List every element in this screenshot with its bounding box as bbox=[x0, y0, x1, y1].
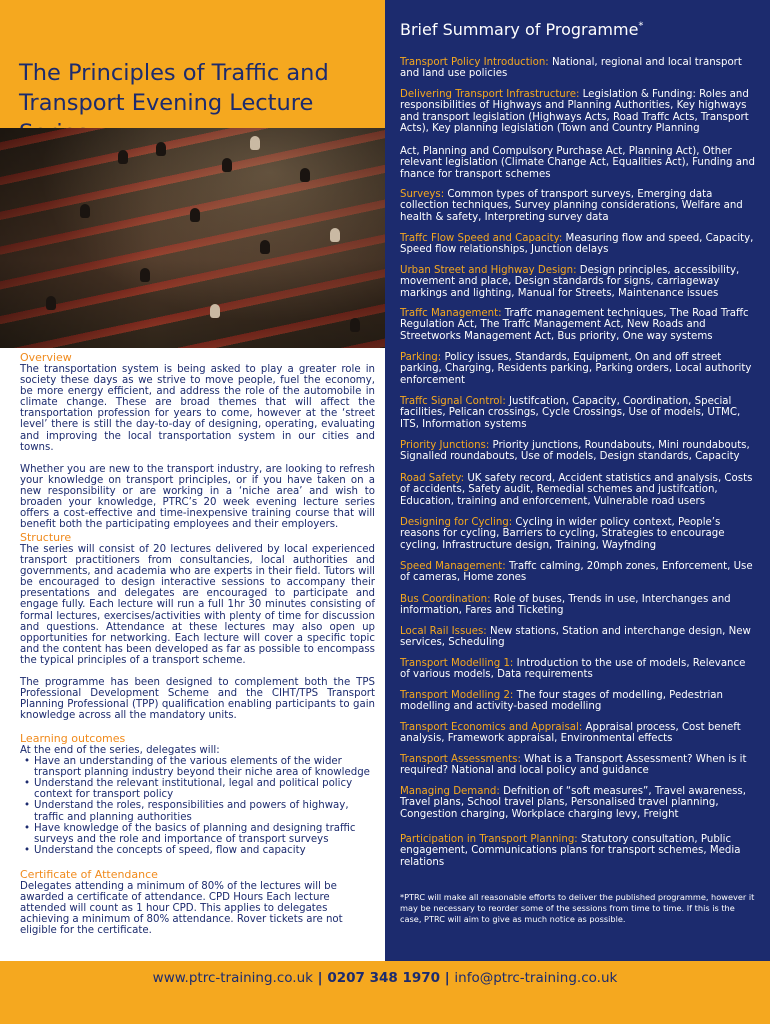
programme-item-text: Act, Planning and Compulsory Purchase Act, Planning Act), Other relevant legislation (Climate Change Act, Equalities Act), Funding and fnance for transport schemes bbox=[400, 146, 755, 180]
programme-item-heading: Delivering Transport Infrastructure: bbox=[400, 89, 580, 100]
summary-title bbox=[400, 20, 643, 39]
programme-item-heading: Priority Junctions: bbox=[400, 440, 490, 451]
programme-item-heading: Road Safety: bbox=[400, 473, 465, 484]
overview-section bbox=[20, 351, 375, 530]
page-title: The Principles of Traffic and Transport Evening Lecture bbox=[19, 60, 329, 116]
programme-item-text: Statutory consultation, Public engagement, Communications plans for transport schemes, Media relations bbox=[400, 834, 741, 868]
programme-item-heading: Transport Economics and Appraisal: bbox=[400, 722, 583, 733]
programme-item-heading: Transport Policy Introduction: bbox=[400, 57, 549, 68]
programme-item bbox=[400, 658, 758, 681]
email-link[interactable]: info@ptrc-training.co.uk bbox=[454, 970, 618, 986]
separator: | bbox=[440, 970, 455, 986]
programme-item bbox=[400, 626, 758, 649]
audience-member bbox=[156, 142, 166, 156]
programme-item-text: Defnition of “soft measures”, Travel awareness, Travel plans, School travel plans, Personalised travel planning, Congestion charging, Workplace charging levy, Freight bbox=[400, 786, 746, 820]
learning-outcomes-list bbox=[20, 756, 375, 856]
programme-item-heading: Transport Modelling 1: bbox=[400, 658, 514, 669]
programme-item-heading: Traffc Flow Speed and Capacity: bbox=[400, 233, 563, 244]
summary-title-text: Brief Summary of Programme bbox=[400, 20, 639, 39]
website-link[interactable]: www.ptrc-training.co.uk bbox=[152, 970, 313, 986]
programme-item-text: Policy issues, Standards, Equipment, On and off street parking, Charging, Residents parking, Parking orders, Local authority enforcement bbox=[400, 352, 752, 386]
programme-item bbox=[400, 517, 758, 551]
audience-member bbox=[250, 136, 260, 150]
audience-member bbox=[210, 304, 220, 318]
audience-member bbox=[300, 168, 310, 182]
certificate-section bbox=[20, 868, 375, 936]
overview-heading: Overview bbox=[20, 351, 72, 364]
programme-item-text: Design principles, accessibility, movement and place, Design standards for signs, carriageway markings and lighting, Manual for Streets, Maintenance issues bbox=[400, 265, 740, 299]
list-item: • Have knowledge of the basics of planning and designing traffic surveys and the role and importance of transport surveys bbox=[20, 823, 375, 845]
list-item: • Have an understanding of the various elements of the wider transport planning industry beyond their niche area of knowledge bbox=[20, 756, 375, 778]
title-banner bbox=[0, 0, 385, 128]
programme-item-text: Common types of transport surveys, Emerging data collection techniques, Survey planning considerations, Welfare and health & safety, Interpreting survey data bbox=[400, 189, 743, 223]
overview-paragraph-1: The transportation system is being asked to play a greater role in society these days as we strive to move people, fuel the economy, be more energy efficient, and address the role of the automobile in climate change. These are broad themes that will affect the transportation profession for years to come, however at the ‘street level’ there is still the day-to-day of designing, operating, evaluating and improving the local transportation system in our cities and towns. bbox=[20, 364, 375, 453]
programme-item-text: What is a Transport Assessment? When is it required? National and local policy and guidance bbox=[400, 754, 747, 777]
programme-item-text: The four stages of modelling, Pedestrian modelling and activity-based modelling bbox=[400, 690, 723, 713]
structure-heading: Structure bbox=[20, 531, 72, 544]
left-column bbox=[0, 0, 385, 961]
programme-item-text: UK safety record, Accident statistics and analysis, Costs of accidents, Safety audit, Remedial schemes and justifcation, Education, training and enforcement, Vulnerable road users bbox=[400, 473, 753, 507]
programme-item-heading: Traffc Management: bbox=[400, 308, 502, 319]
programme-item bbox=[400, 308, 758, 342]
programme-item bbox=[400, 89, 758, 134]
programme-item-heading: Urban Street and Highway Design: bbox=[400, 265, 577, 276]
programme-item-text: Justifcation, Capacity, Coordination, Special facilities, Pelican crossings, Cycle Crossings, Use of models, UTMC, ITS, Information systems bbox=[400, 396, 741, 430]
programme-item-heading: Designing for Cycling: bbox=[400, 517, 513, 528]
certificate-heading: Certificate of Attendance bbox=[20, 868, 158, 881]
audience-member bbox=[80, 204, 90, 218]
programme-item-heading: Surveys: bbox=[400, 189, 445, 200]
structure-section bbox=[20, 531, 375, 721]
phone-number[interactable]: 0207 348 1970 bbox=[327, 970, 441, 986]
audience-member bbox=[46, 296, 56, 310]
programme-item-text: Introduction to the use of models, Relevance of various models, Data requirements bbox=[400, 658, 746, 681]
certificate-paragraph: Delegates attending a minimum of 80% of the lectures will be awarded a certificate of attendance. CPD Hours Each lecture attended will count as 1 hour CPD. This applies to delegates achieving a minimum of 80% attendance. Rover tickets are not eligible for the certificate. bbox=[20, 881, 343, 937]
programme-item-text: Role of buses, Trends in use, Interchanges and information, Fares and Ticketing bbox=[400, 594, 731, 617]
programme-item-heading: Speed Management: bbox=[400, 561, 506, 572]
audience-member bbox=[350, 318, 360, 332]
programme-item-heading: Transport Assessments: bbox=[400, 754, 521, 765]
audience-member bbox=[140, 268, 150, 282]
learning-outcomes-intro: At the end of the series, delegates will: bbox=[20, 745, 220, 756]
lecture-hall-photo bbox=[0, 128, 385, 348]
programme-item bbox=[400, 189, 758, 223]
programme-item-text: Priority junctions, Roundabouts, Mini roundabouts, Signalled roundabouts, Use of models, Design standards, Capacity bbox=[400, 440, 750, 463]
programme-item bbox=[400, 265, 758, 299]
programme-item-heading: Managing Demand: bbox=[400, 786, 500, 797]
structure-paragraph-2: The programme has been designed to complement both the TPS Professional Development Scheme and the CIHT/TPS Transport Planning Professional (TPP) qualification enabling participants to gain knowledge across all the mandatory units. bbox=[20, 677, 375, 722]
list-item: • Understand the roles, responsibilities and powers of highway, traffic and planning authorities bbox=[20, 800, 375, 822]
programme-item bbox=[400, 754, 758, 777]
programme-item bbox=[400, 146, 758, 180]
footnote-marker: * bbox=[638, 20, 644, 32]
audience-member bbox=[118, 150, 128, 164]
programme-item bbox=[400, 473, 758, 507]
programme-item-heading: Traffc Signal Control: bbox=[400, 396, 506, 407]
programme-item-text: Traffc calming, 20mph zones, Enforcement, Use of cameras, Home zones bbox=[400, 561, 753, 584]
audience-member bbox=[330, 228, 340, 242]
programme-item bbox=[400, 594, 758, 617]
programme-item-text: Appraisal process, Cost beneft analysis, Framework appraisal, Environmental effects bbox=[400, 722, 741, 745]
programme-item bbox=[400, 233, 758, 256]
photo-lighting bbox=[0, 128, 385, 348]
audience-member bbox=[222, 158, 232, 172]
programme-item bbox=[400, 440, 758, 463]
programme-item-text: Cycling in wider policy context, People’s reasons for cycling, Barriers to cycling, Strategies to encourage cycling, Infrastructure design, Training, Wayfnding bbox=[400, 517, 725, 551]
list-item: • Understand the concepts of speed, flow and capacity bbox=[20, 845, 375, 856]
programme-item bbox=[400, 396, 758, 430]
programme-item bbox=[400, 561, 758, 584]
programme-item-text: Traffc management techniques, The Road Traffc Regulation Act, The Traffc Management Act, New Roads and Streetworks Management Act, Bus priority, One way systems bbox=[400, 308, 749, 342]
programme-item bbox=[400, 690, 758, 713]
contact-line bbox=[0, 970, 770, 986]
programme-item bbox=[400, 786, 758, 820]
separator: | bbox=[312, 970, 328, 986]
programme-item-heading: Parking: bbox=[400, 352, 442, 363]
overview-paragraph-2: Whether you are new to the transport industry, are looking to refresh your knowledge on transport principles, or if you have taken on a new responsibility or are working in a ‘niche area’ and wish to broaden your knowledge, PTRC’s 20 week evening lecture series offers a cost-effective and time-inexpensive training course that will benefit both the participating employees and their employers. bbox=[20, 463, 375, 531]
programme-item-text: New stations, Station and interchange design, New services, Scheduling bbox=[400, 626, 751, 649]
programme-item-heading: Transport Modelling 2: bbox=[400, 690, 514, 701]
programme-item bbox=[400, 352, 758, 386]
structure-paragraph-1: The series will consist of 20 lectures delivered by local experienced transport practitioners from consultancies, local authorities and governments, and academia who are experts in their field. Tutors will be encouraged to design interactive sessions to accompany their presentations and delegates are encouraged to participate and engage fully. Each lecture will run a full 1hr 30 minutes consisting of formal lectures, exercises/activities with plenty of time for discussion and questions. Attendance at these lectures may also open up opportunities for networking. Each lecture will cover a specific topic and the content has been developed as far as possible to encompass the typical principles of a transport scheme. bbox=[20, 544, 375, 666]
audience-member bbox=[190, 208, 200, 222]
learning-outcomes-section bbox=[20, 732, 375, 856]
programme-footnote: *PTRC will make all reasonable efforts to deliver the published programme, however it may be necessary to reorder some of the sessions from time to time. If this is the case, PTRC will aim to give as much notice as possible. bbox=[400, 892, 755, 924]
programme-item-heading: Local Rail Issues: bbox=[400, 626, 487, 637]
programme-item-heading: Bus Coordination: bbox=[400, 594, 491, 605]
programme-item bbox=[400, 834, 758, 868]
programme-item-text: National, regional and local transport and land use policies bbox=[400, 57, 742, 80]
programme-item-text: Measuring flow and speed, Capacity, Speed flow relationships, Junction delays bbox=[400, 233, 754, 256]
audience-member bbox=[260, 240, 270, 254]
learning-outcomes-heading: Learning outcomes bbox=[20, 732, 126, 745]
programme-item-text: Legislation & Funding: Roles and responsibilities of Highways and Planning Authorities, Key highways and transport legislation (Highways Acts, Road Traffc Acts, Transport Acts), Key planning legislation (Town and Country Planning bbox=[400, 89, 749, 134]
programme-item bbox=[400, 722, 758, 745]
programme-item-heading: Participation in Transport Planning: bbox=[400, 834, 578, 845]
list-item: • Understand the relevant institutional, legal and political policy context for transport policy bbox=[20, 778, 375, 800]
programme-summary-panel bbox=[385, 0, 770, 961]
programme-item bbox=[400, 57, 758, 80]
